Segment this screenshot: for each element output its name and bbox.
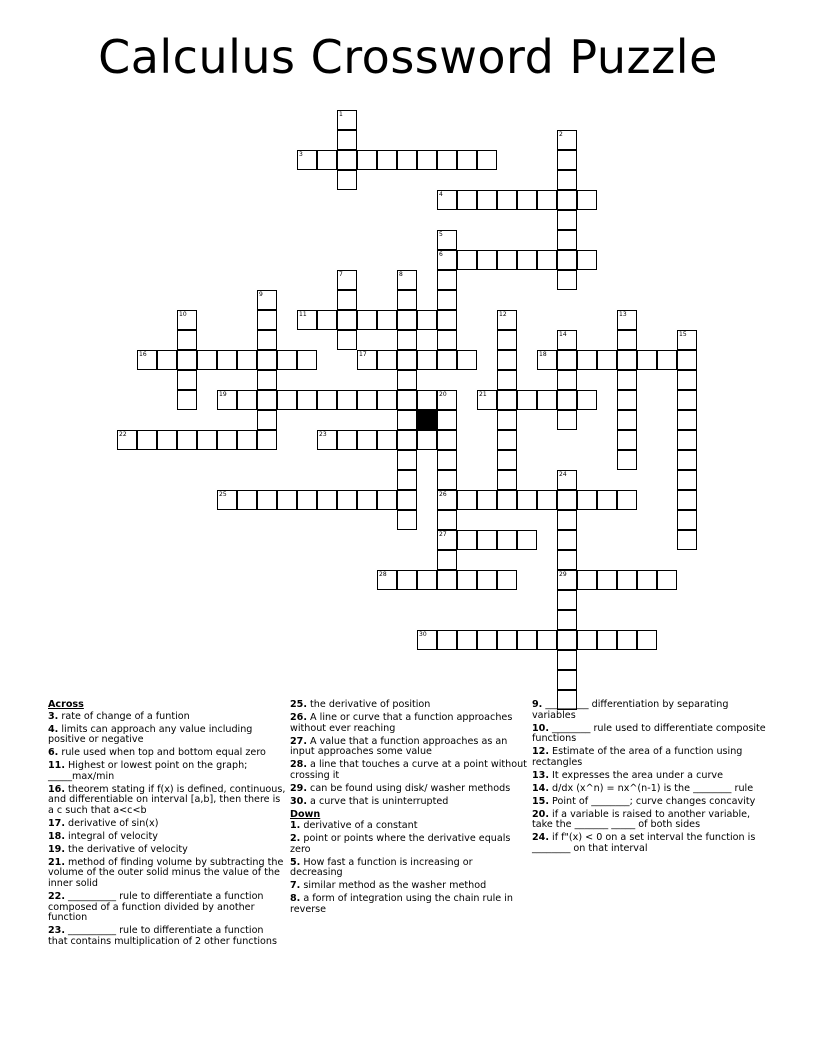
- grid-cell[interactable]: [437, 550, 457, 570]
- grid-cell[interactable]: [597, 570, 617, 590]
- clue-down-24: 24. if f"(x) < 0 on a set interval the function is ________ on that interval: [532, 832, 756, 854]
- grid-cell[interactable]: [617, 570, 637, 590]
- grid-cell[interactable]: [557, 330, 577, 350]
- grid-cell[interactable]: [597, 490, 617, 510]
- grid-cell[interactable]: [677, 530, 697, 550]
- clues-column-3: [532, 700, 770, 857]
- grid-cell[interactable]: [617, 490, 637, 510]
- grid-cell[interactable]: [317, 310, 337, 330]
- grid-cell[interactable]: [557, 150, 577, 170]
- down-heading: Down: [290, 808, 321, 820]
- grid-cell[interactable]: [577, 630, 597, 650]
- grid-cell[interactable]: [597, 350, 617, 370]
- clue-number: 15: [679, 331, 687, 338]
- grid-cell[interactable]: [497, 450, 517, 470]
- clue-number: 14: [559, 331, 567, 338]
- grid-cell[interactable]: [437, 330, 457, 350]
- grid-cell[interactable]: [417, 390, 437, 410]
- grid-cell[interactable]: [317, 430, 337, 450]
- grid-cell[interactable]: [397, 310, 417, 330]
- clue-across-27: 27. A value that a function approaches as an input approaches some value: [290, 735, 508, 758]
- grid-cell[interactable]: [357, 430, 377, 450]
- grid-cell[interactable]: [317, 150, 337, 170]
- grid-cell[interactable]: [397, 330, 417, 350]
- grid-cell[interactable]: [497, 490, 517, 510]
- grid-cell[interactable]: [377, 390, 397, 410]
- grid-cell[interactable]: [437, 510, 457, 530]
- grid-cell[interactable]: [417, 350, 437, 370]
- clue-number: 3: [299, 151, 303, 158]
- clue-down-7: 7. similar method as the washer method: [290, 880, 487, 892]
- grid-cell[interactable]: [577, 250, 597, 270]
- grid-cell[interactable]: [557, 230, 577, 250]
- grid-cell[interactable]: [437, 190, 457, 210]
- grid-cell[interactable]: [197, 430, 217, 450]
- clue-down-9: 9. _________ differentiation by separating variables: [532, 699, 729, 721]
- grid-cell[interactable]: [397, 290, 417, 310]
- grid-cell[interactable]: [437, 430, 457, 450]
- grid-cell[interactable]: [497, 370, 517, 390]
- grid-cell[interactable]: [357, 150, 377, 170]
- clue-down-15: 15. Point of ________; curve changes concavity: [532, 795, 756, 807]
- grid-cell[interactable]: [177, 370, 197, 390]
- grid-cell[interactable]: [377, 310, 397, 330]
- grid-cell[interactable]: [557, 570, 577, 590]
- grid-cell[interactable]: [437, 450, 457, 470]
- grid-cell[interactable]: [517, 190, 537, 210]
- grid-cell[interactable]: [497, 250, 517, 270]
- grid-cell[interactable]: [277, 490, 297, 510]
- grid-cell[interactable]: [397, 410, 417, 430]
- clue-number: 9: [259, 291, 263, 298]
- grid-cell[interactable]: [437, 390, 457, 410]
- grid-cell[interactable]: [337, 310, 357, 330]
- grid-cell[interactable]: [637, 570, 657, 590]
- grid-cell[interactable]: [617, 350, 637, 370]
- grid-cell[interactable]: [437, 490, 457, 510]
- clue-across-28: 28. a line that touches a curve at a point without crossing it: [290, 759, 527, 781]
- grid-cell[interactable]: [437, 310, 457, 330]
- clue-across-19: 19. the derivative of velocity: [48, 843, 188, 855]
- grid-cell[interactable]: [137, 350, 157, 370]
- grid-cell[interactable]: [517, 490, 537, 510]
- puzzle-title: Calculus Crossword Puzzle: [98, 30, 718, 84]
- grid-cell[interactable]: [237, 390, 257, 410]
- grid-cell[interactable]: [557, 550, 577, 570]
- grid-cell[interactable]: [257, 370, 277, 390]
- grid-cell[interactable]: [457, 570, 477, 590]
- grid-cell[interactable]: [457, 350, 477, 370]
- grid-cell[interactable]: [677, 410, 697, 430]
- grid-cell[interactable]: [577, 350, 597, 370]
- grid-cell[interactable]: [677, 350, 697, 370]
- grid-cell[interactable]: [577, 390, 597, 410]
- clue-across-23: 23. __________ rule to differentiate a function that contains multiplication of 2 other functions: [48, 925, 277, 947]
- grid-cell[interactable]: [537, 190, 557, 210]
- grid-cell[interactable]: [517, 390, 537, 410]
- grid-cell[interactable]: [257, 310, 277, 330]
- grid-cell[interactable]: [557, 390, 577, 410]
- grid-cell[interactable]: [557, 270, 577, 290]
- grid-cell[interactable]: [257, 390, 277, 410]
- grid-cell[interactable]: [337, 170, 357, 190]
- clue-number: 1: [339, 111, 343, 118]
- grid-cell[interactable]: [337, 130, 357, 150]
- clue-across-3: 3. rate of change of a funtion: [48, 710, 190, 722]
- grid-cell[interactable]: [257, 330, 277, 350]
- grid-cell[interactable]: [637, 630, 657, 650]
- grid-cell[interactable]: [497, 310, 517, 330]
- grid-cell[interactable]: [217, 350, 237, 370]
- grid-cell[interactable]: [457, 490, 477, 510]
- clue-across-26: 26. A line or curve that a function approaches without ever reaching: [290, 711, 513, 734]
- grid-cell[interactable]: [517, 630, 537, 650]
- grid-cell[interactable]: [377, 570, 397, 590]
- grid-cell[interactable]: [237, 350, 257, 370]
- grid-cell[interactable]: [397, 430, 417, 450]
- grid-cell[interactable]: [297, 390, 317, 410]
- clue-down-20: 20. if a variable is raised to another variable, take the _______ _____ of both sides: [532, 808, 751, 831]
- clue-number: 7: [339, 271, 343, 278]
- clue-down-12: 12. Estimate of the area of a function using rectangles: [532, 746, 743, 768]
- clue-across-30: 30. a curve that is uninterrupted: [290, 795, 449, 807]
- grid-cell[interactable]: [557, 370, 577, 390]
- grid-cell[interactable]: [437, 290, 457, 310]
- clue-down-14: 14. d/dx (x^n) = nx^(n-1) is the ________ rule: [532, 782, 754, 794]
- grid-cell[interactable]: [557, 610, 577, 630]
- grid-cell[interactable]: [377, 150, 397, 170]
- grid-cell[interactable]: [257, 410, 277, 430]
- clue-number: 6: [439, 251, 443, 258]
- grid-cell[interactable]: [617, 370, 637, 390]
- grid-cell[interactable]: [217, 490, 237, 510]
- grid-cell[interactable]: [437, 150, 457, 170]
- clue-across-25: 25. the derivative of position: [290, 699, 431, 710]
- grid-cell[interactable]: [297, 490, 317, 510]
- clue-down-10: 10. ________ rule used to differentiate composite functions: [532, 722, 766, 745]
- grid-cell[interactable]: [437, 350, 457, 370]
- grid-cell[interactable]: [417, 570, 437, 590]
- grid-cell[interactable]: [637, 350, 657, 370]
- grid-cell[interactable]: [417, 430, 437, 450]
- grid-cell[interactable]: [297, 310, 317, 330]
- grid-cell[interactable]: [557, 210, 577, 230]
- grid-cell[interactable]: [337, 270, 357, 290]
- grid-cell[interactable]: [597, 630, 617, 650]
- grid-cell[interactable]: [357, 490, 377, 510]
- grid-cell[interactable]: [557, 490, 577, 510]
- grid-cell[interactable]: [397, 510, 417, 530]
- grid-cell[interactable]: [497, 390, 517, 410]
- grid-cell[interactable]: [477, 390, 497, 410]
- grid-cell[interactable]: [437, 570, 457, 590]
- grid-cell[interactable]: [437, 630, 457, 650]
- grid-cell[interactable]: [117, 430, 137, 450]
- grid-cell[interactable]: [397, 490, 417, 510]
- grid-cell[interactable]: [457, 630, 477, 650]
- grid-cell[interactable]: [577, 570, 597, 590]
- grid-cell[interactable]: [257, 490, 277, 510]
- grid-cell[interactable]: [417, 150, 437, 170]
- grid-cell[interactable]: [157, 430, 177, 450]
- grid-cell[interactable]: [257, 430, 277, 450]
- grid-cell[interactable]: [577, 490, 597, 510]
- grid-cell[interactable]: [477, 490, 497, 510]
- clue-number: 10: [179, 311, 187, 318]
- grid-cell[interactable]: [497, 470, 517, 490]
- clue-number: 18: [539, 351, 547, 358]
- clue-across-17: 17. derivative of sin(x): [48, 817, 159, 829]
- grid-cell[interactable]: [397, 450, 417, 470]
- grid-cell[interactable]: [617, 630, 637, 650]
- grid-cell[interactable]: [437, 530, 457, 550]
- grid-cell[interactable]: [557, 130, 577, 150]
- grid-cell[interactable]: [677, 370, 697, 390]
- black-cell: [417, 410, 437, 430]
- grid-cell[interactable]: [557, 190, 577, 210]
- grid-cell[interactable]: [457, 530, 477, 550]
- grid-cell[interactable]: [477, 150, 497, 170]
- grid-cell[interactable]: [477, 570, 497, 590]
- clue-number: 28: [379, 571, 387, 578]
- grid-cell[interactable]: [417, 630, 437, 650]
- grid-cell[interactable]: [677, 470, 697, 490]
- grid-cell[interactable]: [477, 250, 497, 270]
- grid-cell[interactable]: [617, 390, 637, 410]
- grid-cell[interactable]: [657, 350, 677, 370]
- grid-cell[interactable]: [437, 410, 457, 430]
- clue-number: 21: [479, 391, 487, 398]
- grid-cell[interactable]: [157, 350, 177, 370]
- clue-number: 12: [499, 311, 507, 318]
- grid-cell[interactable]: [477, 630, 497, 650]
- clue-across-29: 29. can be found using disk/ washer methods: [290, 782, 511, 794]
- grid-cell[interactable]: [377, 430, 397, 450]
- clue-number: 30: [419, 631, 427, 638]
- grid-cell[interactable]: [477, 530, 497, 550]
- grid-cell[interactable]: [677, 450, 697, 470]
- grid-cell[interactable]: [497, 410, 517, 430]
- clue-across-6: 6. rule used when top and bottom equal zero: [48, 747, 266, 759]
- grid-cell[interactable]: [257, 350, 277, 370]
- grid-cell[interactable]: [497, 630, 517, 650]
- grid-cell[interactable]: [557, 470, 577, 490]
- grid-cell[interactable]: [397, 350, 417, 370]
- grid-cell[interactable]: [437, 230, 457, 250]
- grid-cell[interactable]: [397, 470, 417, 490]
- grid-cell[interactable]: [557, 650, 577, 670]
- clue-number: 5: [439, 231, 443, 238]
- grid-cell[interactable]: [497, 190, 517, 210]
- grid-cell[interactable]: [537, 250, 557, 270]
- grid-cell[interactable]: [377, 350, 397, 370]
- clue-number: 29: [559, 571, 567, 578]
- grid-cell[interactable]: [677, 490, 697, 510]
- clue-number: 27: [439, 531, 447, 538]
- clue-number: 26: [439, 491, 447, 498]
- grid-cell[interactable]: [397, 390, 417, 410]
- grid-cell[interactable]: [557, 250, 577, 270]
- grid-cell[interactable]: [617, 330, 637, 350]
- grid-cell[interactable]: [317, 490, 337, 510]
- clue-number: 16: [139, 351, 147, 358]
- grid-cell[interactable]: [557, 410, 577, 430]
- across-heading: Across: [48, 699, 84, 710]
- grid-cell[interactable]: [677, 510, 697, 530]
- clue-number: 19: [219, 391, 227, 398]
- grid-cell[interactable]: [357, 350, 377, 370]
- grid-cell[interactable]: [397, 270, 417, 290]
- grid-cell[interactable]: [517, 250, 537, 270]
- grid-cell[interactable]: [537, 490, 557, 510]
- grid-cell[interactable]: [557, 590, 577, 610]
- grid-cell[interactable]: [237, 430, 257, 450]
- grid-cell[interactable]: [677, 330, 697, 350]
- grid-cell[interactable]: [497, 530, 517, 550]
- grid-cell[interactable]: [337, 110, 357, 130]
- grid-cell[interactable]: [457, 250, 477, 270]
- clue-down-8: 8. a form of integration using the chain rule in reverse: [290, 893, 513, 915]
- grid-cell[interactable]: [237, 490, 257, 510]
- clue-number: 22: [119, 431, 127, 438]
- grid-cell[interactable]: [177, 390, 197, 410]
- grid-cell[interactable]: [577, 190, 597, 210]
- grid-cell[interactable]: [417, 310, 437, 330]
- grid-cell[interactable]: [657, 570, 677, 590]
- grid-cell[interactable]: [137, 430, 157, 450]
- grid-cell[interactable]: [337, 150, 357, 170]
- clue-across-21: 21. method of finding volume by subtracting the volume of the outer solid minus the value of the inner solid: [48, 856, 284, 890]
- grid-cell[interactable]: [177, 310, 197, 330]
- grid-cell[interactable]: [617, 450, 637, 470]
- grid-cell[interactable]: [337, 490, 357, 510]
- clues-column-2: [290, 700, 528, 918]
- grid-cell[interactable]: [377, 490, 397, 510]
- grid-cell[interactable]: [497, 430, 517, 450]
- clue-number: 13: [619, 311, 627, 318]
- clue-down-5: 5. How fast a function is increasing or decreasing: [290, 856, 473, 879]
- grid-cell[interactable]: [517, 530, 537, 550]
- clue-across-11: 11. Highest or lowest point on the graph; _____max/min: [48, 760, 248, 782]
- grid-cell[interactable]: [177, 330, 197, 350]
- clue-number: 25: [219, 491, 227, 498]
- clue-number: 20: [439, 391, 447, 398]
- grid-cell[interactable]: [557, 170, 577, 190]
- clue-number: 24: [559, 471, 567, 478]
- grid-cell[interactable]: [537, 390, 557, 410]
- grid-cell[interactable]: [617, 430, 637, 450]
- grid-cell[interactable]: [557, 350, 577, 370]
- grid-cell[interactable]: [257, 290, 277, 310]
- grid-cell[interactable]: [457, 150, 477, 170]
- grid-cell[interactable]: [197, 350, 217, 370]
- grid-cell[interactable]: [277, 390, 297, 410]
- grid-cell[interactable]: [557, 630, 577, 650]
- clue-down-13: 13. It expresses the area under a curve: [532, 769, 723, 781]
- clue-number: 23: [319, 431, 327, 438]
- grid-cell[interactable]: [277, 350, 297, 370]
- grid-cell[interactable]: [397, 570, 417, 590]
- grid-cell[interactable]: [357, 310, 377, 330]
- clue-number: 11: [299, 311, 307, 318]
- clue-across-4: 4. limits can approach any value including positive or negative: [48, 723, 253, 746]
- grid-cell[interactable]: [397, 370, 417, 390]
- grid-cell[interactable]: [317, 390, 337, 410]
- grid-cell[interactable]: [677, 430, 697, 450]
- clue-across-22: 22. __________ rule to differentiate a function composed of a function divided by another function: [48, 891, 264, 924]
- clue-down-1: 1. derivative of a constant: [290, 820, 418, 832]
- grid-cell[interactable]: [497, 350, 517, 370]
- grid-cell[interactable]: [357, 390, 377, 410]
- clue-number: 17: [359, 351, 367, 358]
- grid-cell[interactable]: [177, 430, 197, 450]
- clue-across-16: 16. theorem stating if f(x) is defined, continuous, and differentiable on interval [a,b], then there is a c such that a<c<b: [48, 783, 286, 816]
- grid-cell[interactable]: [557, 670, 577, 690]
- grid-cell[interactable]: [437, 250, 457, 270]
- grid-cell[interactable]: [457, 190, 477, 210]
- grid-cell[interactable]: [677, 390, 697, 410]
- grid-cell[interactable]: [497, 570, 517, 590]
- grid-cell[interactable]: [297, 350, 317, 370]
- grid-cell[interactable]: [537, 630, 557, 650]
- clue-down-2: 2. point or points where the derivative equals zero: [290, 833, 511, 855]
- grid-cell[interactable]: [217, 390, 237, 410]
- grid-cell[interactable]: [337, 290, 357, 310]
- grid-cell[interactable]: [337, 390, 357, 410]
- grid-cell[interactable]: [537, 350, 557, 370]
- grid-cell[interactable]: [557, 510, 577, 530]
- grid-cell[interactable]: [297, 150, 317, 170]
- grid-cell[interactable]: [437, 270, 457, 290]
- clues-column-1: [48, 700, 286, 950]
- grid-cell[interactable]: [437, 470, 457, 490]
- grid-cell[interactable]: [397, 150, 417, 170]
- grid-cell[interactable]: [477, 190, 497, 210]
- clue-across-18: 18. integral of velocity: [48, 830, 158, 842]
- grid-cell[interactable]: [177, 350, 197, 370]
- clue-number: 4: [439, 191, 443, 198]
- grid-cell[interactable]: [337, 330, 357, 350]
- grid-cell[interactable]: [617, 310, 637, 330]
- clue-number: 8: [399, 271, 403, 278]
- clue-number: 2: [559, 131, 563, 138]
- grid-cell[interactable]: [557, 530, 577, 550]
- grid-cell[interactable]: [497, 330, 517, 350]
- grid-cell[interactable]: [337, 430, 357, 450]
- grid-cell[interactable]: [617, 410, 637, 430]
- grid-cell[interactable]: [217, 430, 237, 450]
